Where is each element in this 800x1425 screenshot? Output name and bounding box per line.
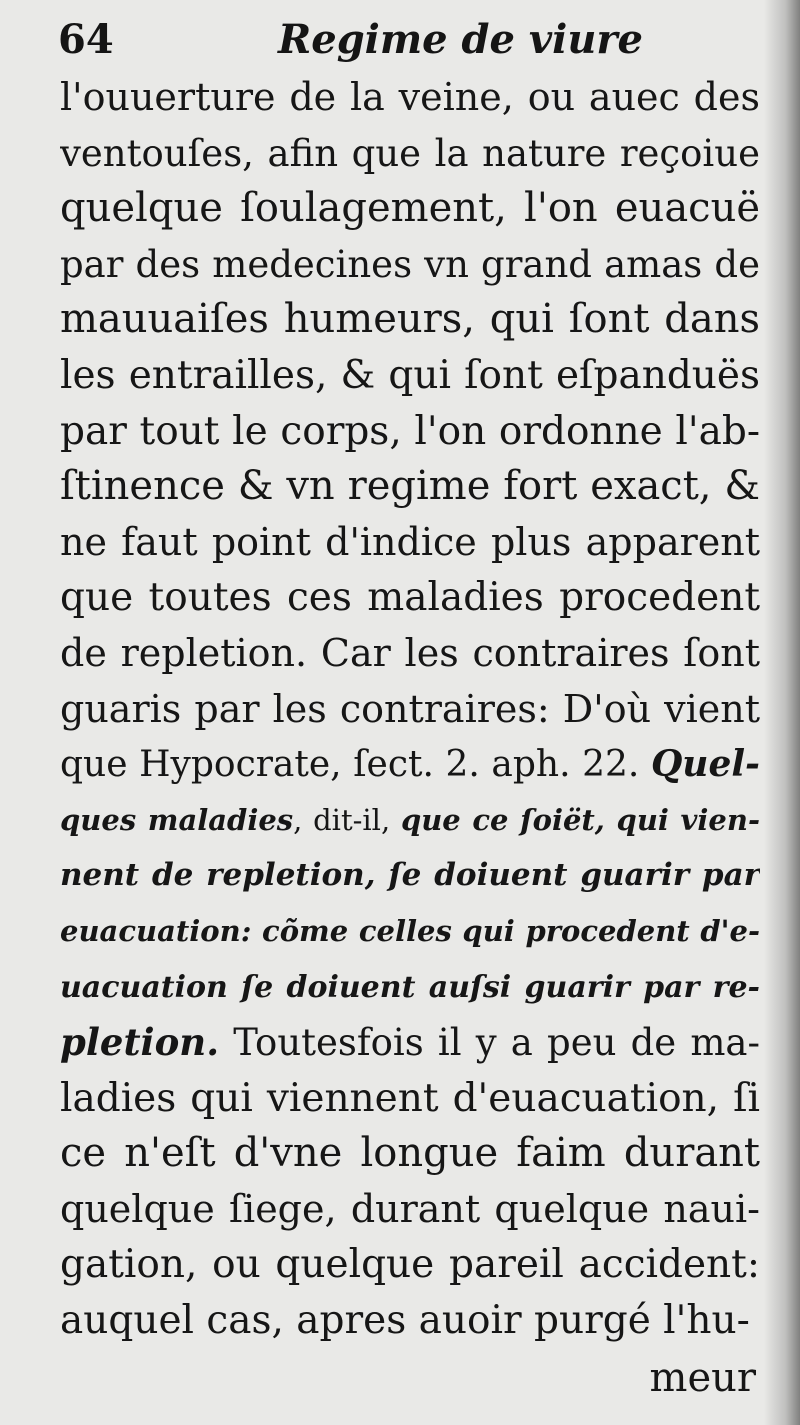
text-segment: par tout le corps, l'on ordonne l'ab- <box>60 408 760 454</box>
text-line <box>60 292 760 348</box>
text-segment: par des medecines vn grand amas de <box>60 242 760 286</box>
text-line <box>60 348 760 404</box>
text-segment: quelque ſiege, durant quelque naui- <box>60 1186 760 1231</box>
italic-segment: pletion. <box>60 1020 220 1065</box>
text-segment: ventouſes, afin que la nature reçoiue <box>60 131 760 175</box>
italic-segment: nent de repletion, ſe doiuent guarir par <box>60 857 760 894</box>
text-segment: ladies qui viennent d'euacuation, ſi <box>60 1075 760 1121</box>
text-line <box>60 404 760 460</box>
text-segment: gation, ou quelque pareil accident: <box>60 1242 760 1288</box>
text-line <box>60 1182 760 1238</box>
text-line <box>60 1293 760 1349</box>
text-segment: Toutesfois il y a peu de ma- <box>219 1021 760 1065</box>
text-segment: que Hypocrate, ſect. 2. aph. 22. <box>60 744 651 786</box>
text-segment: quelque ſoulagement, l'on euacuë <box>60 185 760 232</box>
text-line <box>60 1126 760 1182</box>
page-header <box>58 12 758 70</box>
text-segment: l'ouuerture de la veine, ou auec des <box>60 75 760 119</box>
body-text <box>60 70 760 1349</box>
text-segment: de repletion. Car les contraires ſont <box>60 630 760 675</box>
text-segment: les entrailles, & qui ſont eſpanduës <box>60 352 760 398</box>
text-line <box>60 1071 760 1127</box>
text-line <box>60 70 760 126</box>
text-line <box>60 570 760 626</box>
text-line <box>60 181 760 237</box>
text-line <box>60 515 760 571</box>
text-segment: ce n'eſt d'vne longue faim durant <box>60 1130 760 1177</box>
text-line <box>60 848 760 904</box>
text-line <box>60 960 760 1016</box>
text-line <box>60 126 760 182</box>
text-segment: auquel cas, apres auoir purgé l'hu- <box>60 1298 750 1344</box>
text-segment: que toutes ces maladies procedent <box>60 575 760 621</box>
running-title: Regime de viure <box>278 16 643 63</box>
catchword: meur <box>649 1355 756 1401</box>
text-line <box>60 737 760 793</box>
page-number: 64 <box>58 16 114 63</box>
text-line <box>60 904 760 960</box>
italic-segment: ques maladies <box>60 802 294 837</box>
text-line <box>60 1237 760 1293</box>
text-line <box>60 237 760 293</box>
italic-segment: que ce ſoiët, qui vien- <box>400 802 760 837</box>
italic-segment: Quel- <box>650 743 760 786</box>
text-line <box>60 682 760 738</box>
italic-segment: uacuation ſe doiuent auſsi guarir par re- <box>60 969 760 1005</box>
text-segment: mauuaiſes humeurs, qui ſont dans <box>60 296 760 343</box>
text-segment: , dit-il, <box>293 802 401 837</box>
text-line <box>60 793 760 849</box>
text-segment: guaris par les contraires: D'où vient <box>60 686 760 731</box>
text-line <box>60 1015 760 1071</box>
text-segment: ne faut point d'indice plus apparent <box>60 519 760 564</box>
text-line <box>60 626 760 682</box>
text-segment: ſtinence & vn regime fort exact, & <box>60 463 760 510</box>
italic-segment: euacuation: cõme celles qui procedent d'e- <box>60 913 760 948</box>
text-line <box>60 459 760 515</box>
